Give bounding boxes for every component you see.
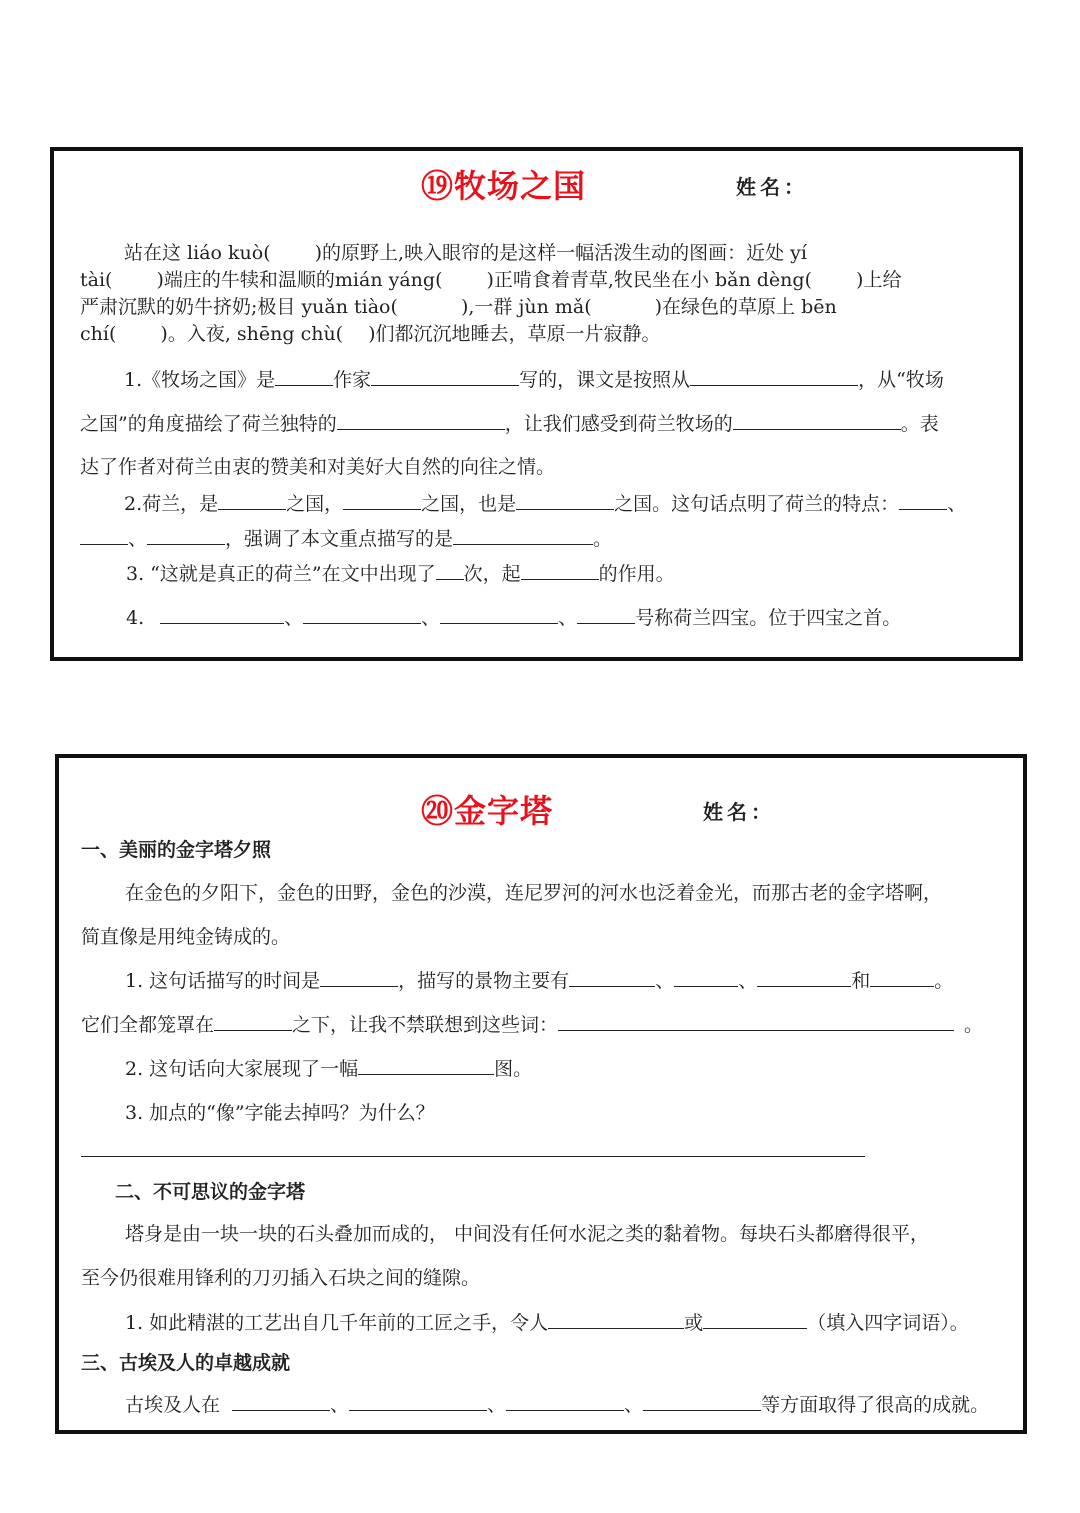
answer-blank[interactable] [160,605,284,624]
passage-line: 严肃沉默的奶牛挤奶;极目 yuǎn tiào( ),一群 jùn mǎ( )在绿色的草原上 bēn [80,296,837,318]
answer-blank[interactable] [80,526,128,545]
answer-blank[interactable] [337,411,505,430]
answer-blank[interactable] [218,491,286,510]
lesson-title: ⑳金字塔 [421,792,554,830]
answer-blank[interactable] [303,605,421,624]
s3-line: 古埃及人在 、 、 、 等方面取得了很高的成就。 [125,1394,990,1416]
question-1-line-2: 之国”的角度描绘了荷兰独特的 ，让我们感受到荷兰牧场的 。表 [80,413,939,435]
passage-line: tài( )端庄的牛犊和温顺的mián yáng( )正啃食着青草,牧民坐在小 bǎn dèng( )上给 [80,269,902,291]
answer-blank[interactable] [516,491,614,510]
answer-blank[interactable] [320,968,398,987]
passage-line: 简直像是用纯金铸成的。 [81,926,291,948]
passage-line: 在金色的夕阳下，金色的田野，金色的沙漠，连尼罗河的河水也泛着金光，而那古老的金字塔啊， [125,882,943,904]
answer-blank[interactable] [643,1392,761,1411]
answer-blank[interactable] [371,367,519,386]
answer-blank[interactable] [577,605,635,624]
answer-blank[interactable] [757,968,851,987]
name-label: 姓名： [703,800,775,824]
answer-blank[interactable] [232,1392,330,1411]
answer-blank[interactable] [899,491,947,510]
answer-blank[interactable] [870,968,934,987]
section-heading-2: 二、不可思议的金字塔 [115,1181,306,1203]
s2-question-1: 1. 如此精湛的工艺出自几千年前的工匠之手，令人 或 （填入四字词语）。 [125,1312,969,1334]
answer-blank[interactable] [703,1310,807,1329]
answer-blank[interactable] [733,411,901,430]
question-4: 4. 、 、 、 号称荷兰四宝。位于四宝之首。 [126,607,902,629]
s1-question-2: 2. 这句话向大家展现了一幅 图。 [125,1058,533,1080]
answer-line[interactable] [81,1156,865,1157]
worksheet-card-19 [50,147,1023,661]
passage-line: 站在这 liáo kuò( )的原野上,映入眼帘的是这样一幅活泼生动的图画：近处 yí [124,242,807,264]
answer-blank[interactable] [440,605,558,624]
worksheet-card-20 [55,754,1027,1434]
question-1: 1.《牧场之国》是 作家 写的，课文是按照从 ，从“牧场 [124,369,944,391]
question-2: 2.荷兰，是 之国， 之国，也是 之国。这句话点明了荷兰的特点： 、 [124,493,967,515]
answer-blank[interactable] [548,1310,684,1329]
answer-blank[interactable] [349,1392,487,1411]
answer-blank[interactable] [521,561,599,580]
answer-blank[interactable] [453,526,593,545]
answer-blank[interactable] [674,968,738,987]
s1-question-1: 1. 这句话描写的时间是 ，描写的景物主要有 、 、 和 。 [125,970,954,992]
answer-blank[interactable] [569,968,655,987]
question-1-line-3: 达了作者对荷兰由衷的赞美和对美好大自然的向往之情。 [80,456,556,478]
section-heading-3: 三、古埃及人的卓越成就 [81,1352,291,1374]
s1-question-1-line-2: 它们全都笼罩在 之下，让我不禁联想到这些词： 。 [81,1014,984,1036]
passage-line: chí( )。入夜, shēng chù( )们都沉沉地睡去，草原一片寂静。 [80,323,661,345]
answer-blank[interactable] [147,526,225,545]
answer-blank[interactable] [506,1392,624,1411]
answer-blank[interactable] [358,1056,494,1075]
answer-blank[interactable] [558,1012,954,1031]
lesson-title: ⑲牧场之国 [421,167,587,205]
question-2-line-2: 、 ，强调了本文重点描写的是 。 [80,526,612,551]
answer-blank[interactable] [690,367,858,386]
passage-line: 塔身是由一块一块的石头叠加而成的， 中间没有任何水泥之类的黏着物。每块石头都磨得很平， [125,1223,930,1245]
question-3: 3. “这就是真正的荷兰”在文中出现了 次，起 的作用。 [126,563,675,585]
name-label: 姓名： [736,175,808,199]
answer-blank[interactable] [275,367,333,386]
answer-blank[interactable] [214,1012,292,1031]
section-heading-1: 一、美丽的金字塔夕照 [81,839,272,861]
answer-blank[interactable] [436,561,464,580]
passage-line: 至今仍很难用锋利的刀刃插入石块之间的缝隙。 [81,1267,481,1289]
s1-question-3: 3. 加点的“像”字能去掉吗？为什么？ [125,1102,435,1124]
answer-blank[interactable] [343,491,421,510]
